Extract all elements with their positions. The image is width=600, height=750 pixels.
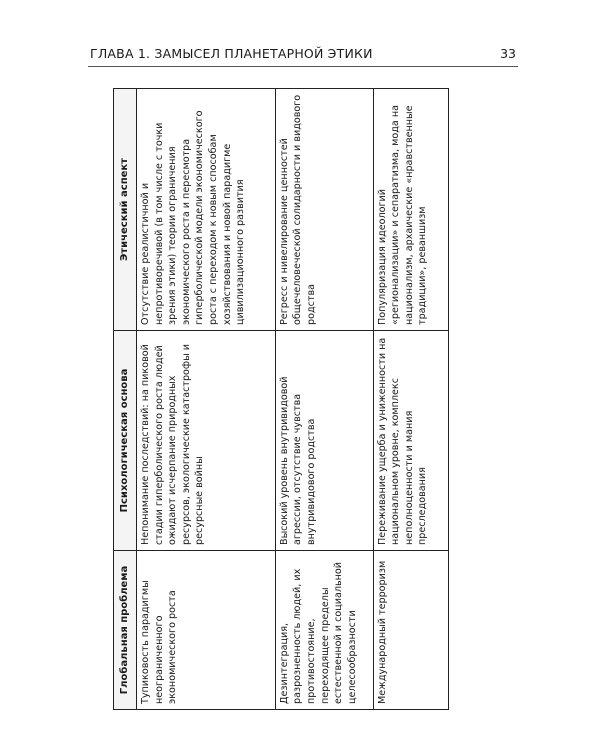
- cell-ethics: Популяризация идеологий «регионализации» и сепаратизма, мода на национализм, архаические «нравственные традиции», реваншизм: [373, 89, 449, 331]
- chapter-title: ГЛАВА 1. ЗАМЫСЕЛ ПЛАНЕТАРНОЙ ЭТИКИ: [90, 46, 373, 61]
- table-row: [275, 89, 373, 710]
- page-number: 33: [500, 46, 516, 61]
- cell-problem: Международный терроризм: [373, 551, 449, 710]
- column-header-psychology: Психологическая основа: [114, 331, 137, 551]
- rotated-table-frame: [113, 89, 449, 710]
- cell-problem: Дезинтеграция, разрозненность людей, их противостояние, переходящее пределы естественной и социальной целесообразности: [275, 551, 373, 710]
- cell-problem: Тупиковость парадигмы неограниченного экономического роста: [137, 551, 276, 710]
- rotated-table-container: [113, 89, 449, 710]
- table-row: [137, 89, 276, 710]
- table-row: [373, 89, 449, 710]
- table-header-row: [114, 89, 137, 710]
- cell-psychology: Непонимание последствий: на пиковой стадии гиперболического роста людей ожидают исчерпание природных ресурсов, экологические катастрофы и ресурсные войны: [137, 331, 276, 551]
- column-header-ethics: Этический аспект: [114, 89, 137, 331]
- cell-psychology: Переживание ущерба и униженности на национальном уровне, комплекс неполноценности и мания преследования: [373, 331, 449, 551]
- cell-psychology: Высокий уровень внутривидовой агрессии, отсутствие чувства внутривидового родства: [275, 331, 373, 551]
- running-header: [88, 44, 518, 67]
- column-header-problem: Глобальная проблема: [114, 551, 137, 710]
- cell-ethics: Регресс и нивелирование ценностей общечеловеческой солидарности и видового родства: [275, 89, 373, 331]
- ethics-problems-table: [113, 88, 449, 710]
- cell-ethics: Отсутствие реалистичной и непротиворечивой (в том числе с точки зрения этики) теории ограничения экономического роста и пересмотра гиперболической модели экономического роста с переходом к новым способам хозяйствования и новой парадигме цивилизационного развития: [137, 89, 276, 331]
